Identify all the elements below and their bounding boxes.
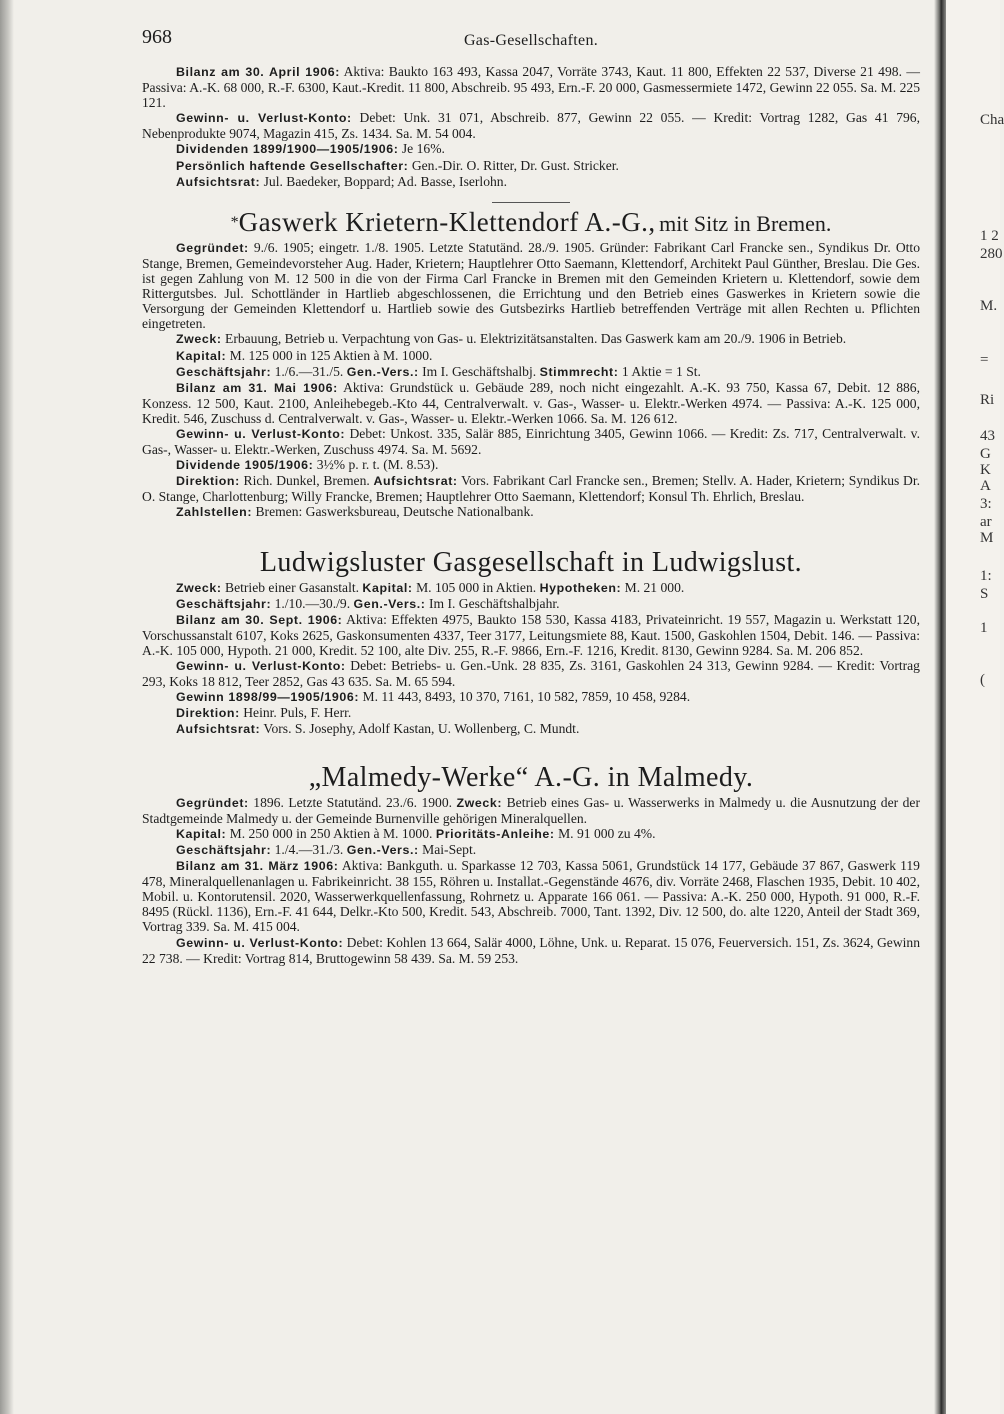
paragraph: [142, 596, 920, 612]
paragraph: [142, 658, 920, 689]
field-label: Direktion:: [176, 706, 240, 721]
previous-entry-continuation: [142, 64, 920, 190]
field-label: Dividende 1905/1906:: [176, 458, 314, 473]
field-label: Bilanz am 31. März 1906:: [176, 859, 339, 874]
margin-fragment: ar: [980, 514, 992, 530]
paragraph: [142, 795, 920, 826]
entry-gaswerk-krietern: [142, 206, 920, 521]
field-label: Direktion:: [176, 474, 240, 489]
company-name: „Malmedy-Werke“ A.-G. in Malmedy.: [308, 761, 754, 793]
paragraph: [142, 331, 920, 347]
field-text: M. 250 000 in 250 Aktien à M. 1000.: [229, 825, 433, 841]
margin-fragment: G: [980, 446, 991, 462]
field-text: Erbauung, Betrieb u. Verpachtung von Gas- u. Elektrizitätsanstalten. Das Gaswerk kam am 20./9. 1906 in Betrieb.: [225, 331, 847, 347]
field-label: Hypotheken:: [539, 580, 622, 595]
field-text: Aktiva: Effekten 4975, Baukto 158 530, Kassa 4183, Privateinricht. 19 557, Magazin u. Werkstatt 120, Vorschussanstalt 6107, Koks 2625, Gaskonsumenten 4337, Teer 3177, Leitungsmiete 88, Kaut. 1500, Gaskohlen 1504, Debit. 146. — Passiva: A.-K. 105 000, Hypoth. 21 000, Kredit. 52 100, alte Div. 255, R.-F. 9866, Ern.-F. 1216, Kredit. 8130, Gewinn 9284. Sa. M. 206 852.: [142, 611, 920, 658]
margin-fragment: 1 2: [980, 228, 999, 244]
field-text: Im I. Geschäftshalbj.: [422, 363, 537, 379]
field-label: Geschäftsjahr:: [176, 364, 272, 379]
field-text: 1 Aktie = 1 St.: [621, 363, 701, 379]
field-label: Gewinn- u. Verlust-Konto:: [176, 659, 346, 674]
field-text: Aktiva: Baukto 163 493, Kassa 2047, Vorräte 3743, Kaut. 11 800, Effekten 22 537, Diverse 21 498. — Passiva: A.-K. 68 000, R.-F. 6300, Kaut.-Kredit. 11 800, Abschreib. 95 493, Ern.-F. 20 000, Gasmessermiete 1472, Gewinn 22 055. Sa. M. 225 121.: [142, 64, 920, 111]
field-label: Aufsichtsrat:: [373, 474, 458, 489]
field-label: Gen.-Vers.:: [353, 596, 426, 611]
book-page: [142, 26, 921, 966]
field-text: Gen.-Dir. O. Ritter, Dr. Gust. Stricker.: [411, 157, 619, 173]
field-text: Rich. Dunkel, Bremen.: [243, 473, 370, 489]
field-label: Kapital:: [176, 348, 227, 363]
paragraph: [142, 473, 920, 504]
margin-fragment: 3:: [980, 496, 992, 512]
margin-fragment: M: [980, 530, 994, 546]
entry-ludwigsluster-gasgesellschaft: [142, 546, 920, 738]
field-label: Gegründet:: [176, 795, 249, 810]
field-text: M. 11 443, 8493, 10 370, 7161, 10 582, 7859, 10 458, 9284.: [362, 689, 691, 705]
field-label: Gen.-Vers.:: [346, 364, 419, 379]
field-text: Jul. Baedeker, Boppard; Ad. Basse, Iserlohn.: [263, 173, 507, 189]
paragraph: [142, 457, 920, 473]
field-label: Gewinn 1898/99—1905/1906:: [176, 690, 360, 705]
paragraph: [142, 705, 920, 721]
field-text: Debet: Betriebs- u. Gen.-Unk. 28 835, Zs. 3161, Gaskohlen 24 313, Gewinn 9284. — Kredit: Vortrag 293, Koks 18 812, Teer 2852, Gas 43 635. Sa. M. 65 594.: [142, 658, 920, 690]
field-label: Zahlstellen:: [176, 505, 253, 520]
field-text: 9./6. 1905; eingetr. 1./8. 1905. Letzte Statutänd. 28./9. 1905. Gründer: Fabrikant Carl Francke sen., Syndikus Dr. Otto Stange, Bremen, Gemeindevorsteher Aug. Hader, Krietern; Hauptlehrer Otto Saemann, Klettendorf, Architekt Paul Günther, Breslau. Die Ges. ist gegen Zahlung von M. 12 500 in die von der Firma Carl Francke in Bremen mit den Gemeinden Krietern u. Klettendorf, sowie dem Rittergutsbes. Jul. Schottländer in Hartlieb abgeschlossenen, die Errichtung und den Betrieb eines Gaswerkes in Krietern sowie die Versorgung der Gemeinden Klettendorf u. Hartlieb sowie des Gutsbezirks Hartlieb betreffenden Verträge mit allen Rechten u. Pflichten eingetreten.: [142, 239, 920, 332]
field-label: Gegründet:: [176, 240, 249, 255]
page-fold-shadow: [934, 0, 946, 1414]
paragraph: [142, 174, 920, 190]
entry-separator-rule: [492, 202, 570, 203]
paragraph: [142, 158, 920, 174]
field-text: Vors. S. Josephy, Adolf Kastan, U. Wollenberg, C. Mundt.: [263, 721, 580, 737]
field-text: M. 125 000 in 125 Aktien à M. 1000.: [229, 347, 433, 363]
paragraph: [142, 348, 920, 364]
field-label: Bilanz am 30. April 1906:: [176, 65, 340, 79]
company-name: Gaswerk Krietern-Klettendorf A.-G.,: [238, 206, 656, 237]
field-text: Aktiva: Grundstück u. Gebäude 289, noch nicht eingezahlt. A.-K. 93 750, Kassa 67, Debit. 12 886, Konzess. 12 500, Kaut. 2100, Anleihebegeb.-Kto 44, Centralverwalt. v. Gas-, Wasser- u. Elektr.-Werken 4974. — Passiva: A.-K. 125 000, Kredit. 546, Zuschuss d. Centralverwalt. v. Gas-, Wasser- u. Elektr.-Werken 1066. Sa. M. 126 612.: [142, 379, 920, 426]
paragraph: [142, 110, 920, 141]
margin-fragment: =: [980, 352, 989, 368]
paragraph: [142, 364, 920, 380]
field-label: Aufsichtsrat:: [176, 174, 261, 189]
field-text: Je 16%.: [401, 141, 445, 157]
field-label: Zweck:: [456, 795, 503, 810]
margin-fragment: 43: [980, 428, 995, 444]
field-label: Prioritäts-Anleihe:: [435, 826, 555, 841]
field-text: M. 21 000.: [624, 579, 685, 595]
adjacent-page-edge: [946, 0, 1004, 1414]
margin-fragment: S: [980, 586, 989, 602]
paragraph: [142, 689, 920, 705]
paragraph: [142, 426, 920, 457]
entry-malmedy-werke: [142, 761, 921, 966]
field-label: Kapital:: [362, 580, 413, 595]
field-label: Gen.-Vers.:: [346, 842, 419, 857]
paragraph: [142, 935, 920, 966]
field-label: Zweck:: [176, 580, 222, 595]
field-text: 1./10.—30./9.: [274, 595, 351, 611]
page-number: 968: [142, 26, 172, 48]
paragraph: [142, 240, 920, 332]
field-text: Debet: Kohlen 13 664, Salär 4000, Löhne, Unk. u. Reparat. 15 076, Feuerversich. 151, Zs. 3624, Gewinn 22 738. — Kredit: Vortrag 814, Bruttogewinn 58 439. Sa. M. 59 253.: [142, 934, 921, 966]
asterisk-mark: *: [230, 213, 239, 231]
field-label: Aufsichtsrat:: [176, 722, 261, 737]
paragraph: [142, 504, 920, 520]
company-seat: mit Sitz in Bremen.: [659, 210, 832, 236]
paragraph: [142, 858, 920, 934]
field-text: M. 105 000 in Aktien.: [416, 579, 537, 595]
margin-fragment: 1:: [980, 568, 992, 584]
field-label: Geschäftsjahr:: [176, 596, 272, 611]
running-title: Gas-Gesellschaften.: [463, 32, 599, 49]
field-text: Aktiva: Bankguth. u. Sparkasse 12 703, Kassa 5061, Grundstück 14 177, Gebäude 37 867, Gaswerk 119 478, Mineralquellenanlagen u. Fabrikeinricht. 38 155, Röhren u. Installat.-Gegenstände 4676, div. Vorräte 2468, Flaschen 1935, Debit. 10 402, Mobil. u. Kontorutensil. 2020, Wasserwerkquellenfassung, Rohrnetz u. Apparate 166 061. — Passiva: A.-K. 250 000, Hypoth. 91 000, R.-F. 8495 (Rückl. 1136), Ern.-F. 41 644, Delkr.-Kto 500, Kredit. 543, Abschreib. 7000, Tant. 1392, Div. 12 500, do. alte 1220, Anteil der Stadt 369, Vortrag 339. Sa. M. 415 004.: [142, 858, 920, 935]
field-text: Heinr. Puls, F. Herr.: [243, 705, 352, 721]
field-text: Vors. Fabrikant Carl Francke sen., Bremen; Stellv. A. Hader, Krietern; Syndikus Dr. O. Stange, Charlottenburg; Willy Francke, Bremen; Hauptlehrer Otto Saemann, Klettendorf; Konsul Th. Ehrlich, Breslau.: [142, 473, 920, 505]
margin-fragment: (: [980, 672, 985, 688]
margin-fragment: M.: [980, 298, 998, 314]
field-label: Bilanz am 31. Mai 1906:: [176, 380, 338, 395]
field-label: Kapital:: [176, 826, 227, 841]
paragraph: [142, 580, 920, 596]
field-label: Gewinn- u. Verlust-Konto:: [176, 426, 346, 441]
field-text: Debet: Unk. 31 071, Abschreib. 877, Gewinn 22 055. — Kredit: Vortrag 1282, Gas 41 796, Nebenprodukte 9074, Magazin 415, Zs. 1434. Sa. M. 54 004.: [142, 110, 920, 142]
field-label: Gewinn- u. Verlust-Konto:: [176, 111, 352, 126]
margin-fragment: A: [980, 478, 991, 494]
margin-fragment: Ri: [980, 392, 995, 408]
paragraph: [142, 826, 920, 842]
field-text: Debet: Unkost. 335, Salär 885, Einrichtung 3405, Gewinn 1066. — Kredit: Zs. 717, Centralverwalt. v. Gas-, Wasser- u. Elektr.-Werken, Zuschuss 4974. Sa. M. 5692.: [142, 425, 920, 458]
field-label: Dividenden 1899/1900—1905/1906:: [176, 142, 399, 157]
margin-fragment: 280: [980, 246, 1003, 262]
paragraph: [142, 380, 920, 426]
field-label: Geschäftsjahr:: [176, 842, 272, 857]
margin-fragment: 1: [980, 620, 988, 636]
left-page-gutter: [0, 0, 14, 1414]
field-label: Persönlich haftende Gesellschafter:: [176, 158, 409, 173]
field-text: 1./6.—31./5.: [274, 363, 344, 379]
paragraph: [142, 612, 920, 658]
running-header: [142, 26, 920, 64]
field-text: 1896. Letzte Statutänd. 23./6. 1900.: [253, 794, 453, 810]
entry-title: [142, 761, 920, 793]
field-text: 1./4.—31./3.: [274, 841, 344, 857]
field-text: 3½% p. r. t. (M. 8.53).: [316, 457, 439, 473]
paragraph: [142, 842, 920, 858]
margin-fragment: K: [980, 462, 991, 478]
field-text: Betrieb eines Gas- u. Wasserwerks in Malmedy u. die Ausnutzung der der Stadtgemeinde Malmedy u. der Gemeinde Burnenville gehörigen Mineralquellen.: [142, 794, 920, 826]
field-text: Mai-Sept.: [422, 841, 477, 857]
paragraph: [142, 64, 920, 110]
company-name: Ludwigsluster Gasgesellschaft in Ludwigslust.: [259, 546, 803, 578]
field-label: Zweck:: [176, 332, 222, 347]
paragraph: [142, 141, 920, 157]
margin-fragment: Cha: [980, 112, 1004, 128]
paragraph: [142, 721, 920, 737]
field-label: Stimmrecht:: [539, 364, 619, 379]
field-text: Im I. Geschäftshalbjahr.: [428, 595, 560, 611]
field-text: Betrieb einer Gasanstalt.: [225, 579, 360, 595]
entry-title: [142, 546, 920, 578]
field-label: Gewinn- u. Verlust-Konto:: [176, 935, 344, 950]
field-text: Bremen: Gaswerksbureau, Deutsche Nationalbank.: [255, 504, 534, 520]
field-text: M. 91 000 zu 4%.: [558, 825, 656, 841]
entry-title: [142, 206, 920, 237]
field-label: Bilanz am 30. Sept. 1906:: [176, 612, 343, 627]
